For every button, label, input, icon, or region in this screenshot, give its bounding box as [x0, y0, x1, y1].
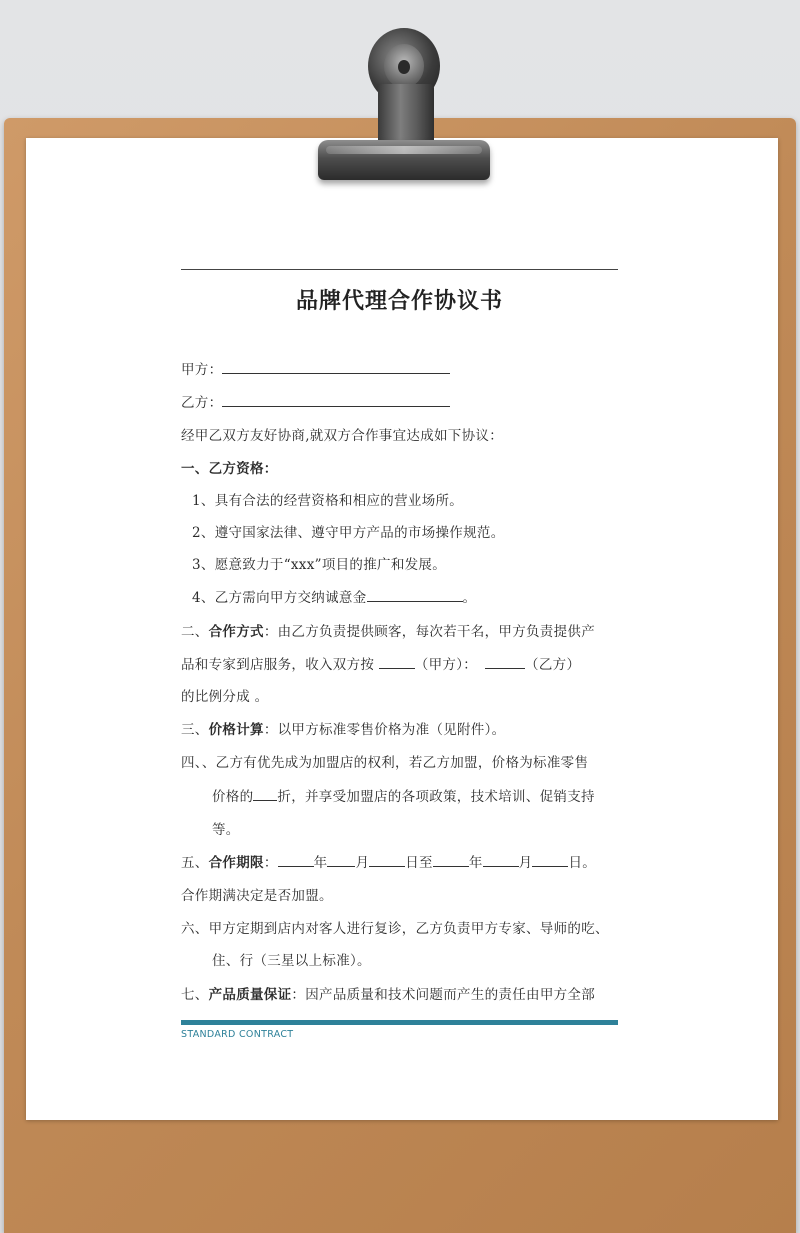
section-3-label: 价格计算	[208, 722, 264, 738]
section-4-line-3: 等。	[212, 822, 240, 838]
section-1-item-1: 1、具有合法的经营资格和相应的营业场所。	[192, 493, 464, 509]
section-1-item-3: 3、愿意致力于“xxx”项目的推广和发展。	[192, 557, 447, 573]
section-4-line-2	[212, 785, 652, 805]
section-5-line-1	[181, 851, 621, 871]
section-7-text: ：因产品质量和技术问题而产生的责任由甲方全部	[291, 987, 596, 1003]
section-2-line-2	[181, 653, 621, 673]
section-2-label: 合作方式	[208, 624, 264, 640]
deposit-blank	[367, 587, 463, 602]
section-7-line-1	[181, 983, 621, 1003]
section-2-text-2b: （甲方）：	[414, 657, 478, 673]
section-2-text-2c: （乙方）	[525, 657, 581, 673]
party-b-line	[181, 391, 621, 411]
section-5-prefix: 五、	[181, 855, 209, 871]
section-3-prefix: 三、	[181, 722, 209, 738]
party-b-blank	[222, 392, 450, 407]
start-month-blank	[327, 852, 355, 867]
section-6-line-1: 六、甲方定期到店内对客人进行复诊，乙方负责甲方专家、导师的吃、	[181, 921, 609, 937]
section-1-item-4-text: 4、乙方需向甲方交纳诚意金	[192, 590, 367, 606]
ratio-b-blank	[485, 654, 525, 669]
section-5-colon: ：	[263, 855, 278, 871]
section-1-item-4	[192, 586, 632, 606]
intro-text: 经甲乙双方友好协商,就双方合作事宜达成如下协议：	[181, 428, 503, 444]
section-5-day-1: 日至	[405, 855, 433, 871]
section-3-text: ：以甲方标准零售价格为准（见附件）。	[263, 722, 506, 738]
start-day-blank	[369, 852, 405, 867]
section-1-item-2: 2、遵守国家法律、遵守甲方产品的市场操作规范。	[192, 525, 505, 541]
party-b-label: 乙方：	[181, 395, 223, 411]
section-2-text-1: ：由乙方负责提供顾客，每次若干名，甲方负责提供产	[263, 624, 596, 640]
section-5-month-1: 月	[355, 855, 370, 871]
section-5-year-2: 年	[468, 855, 483, 871]
clip-hole	[398, 60, 410, 74]
top-rule	[181, 269, 618, 270]
section-2-prefix: 二、	[181, 624, 209, 640]
footer-label: STANDARD CONTRACT	[181, 1029, 294, 1040]
party-a-blank	[222, 359, 450, 374]
section-3-line	[181, 718, 621, 738]
section-5-label: 合作期限	[208, 855, 264, 871]
document-title: 品牌代理合作协议书	[295, 288, 503, 314]
footer-bar	[181, 1020, 618, 1025]
start-year-blank	[278, 852, 314, 867]
end-day-blank	[532, 852, 568, 867]
section-5-line-2: 合作期满决定是否加盟。	[181, 888, 333, 904]
section-5-day-2: 日。	[568, 855, 597, 871]
end-month-blank	[483, 852, 519, 867]
section-1-item-4-end: 。	[462, 590, 477, 606]
section-5-year-1: 年	[313, 855, 328, 871]
section-4-line-1: 四、、乙方有优先成为加盟店的权利，若乙方加盟，价格为标准零售	[181, 755, 589, 771]
section-6-line-2: 住、行（三星以上标准）。	[212, 953, 371, 969]
section-5-month-2: 月	[518, 855, 533, 871]
section-2-line-3: 的比例分成 。	[181, 689, 269, 705]
section-4-text-2a: 价格的	[212, 789, 254, 805]
ratio-a-blank	[379, 654, 415, 669]
section-1-heading: 一、乙方资格：	[181, 461, 278, 477]
section-7-label: 产品质量保证	[208, 987, 292, 1003]
section-7-prefix: 七、	[181, 987, 209, 1003]
section-2-line-1	[181, 620, 621, 640]
party-a-label: 甲方：	[181, 362, 223, 378]
clip-base-highlight	[326, 146, 482, 154]
end-year-blank	[433, 852, 469, 867]
party-a-line	[181, 358, 621, 378]
section-2-text-2a: 品和专家到店服务，收入双方按	[181, 657, 379, 673]
section-4-text-2b: 折，并享受加盟店的各项政策，技术培训、促销支持	[277, 789, 595, 805]
discount-blank	[253, 786, 277, 801]
